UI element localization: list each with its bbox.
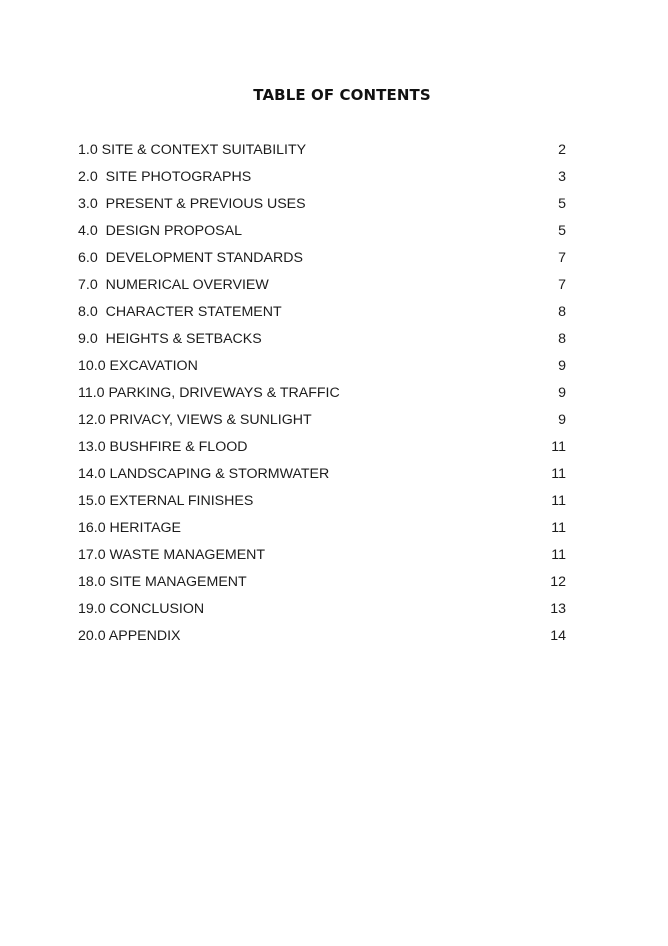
- toc-entry-label: 1.0 SITE & CONTEXT SUITABILITY: [78, 142, 307, 158]
- toc-entry: [78, 245, 566, 272]
- toc-entry-label: 10.0 EXCAVATION: [78, 358, 198, 374]
- toc-entry-page: 13: [550, 601, 566, 617]
- toc-title: TABLE OF CONTENTS: [253, 86, 431, 104]
- toc-entry-page: 11: [551, 493, 566, 509]
- toc-entry-label: 9.0 HEIGHTS & SETBACKS: [78, 331, 262, 347]
- toc-entry-label: 7.0 NUMERICAL OVERVIEW: [78, 277, 269, 293]
- toc-entry: [78, 164, 566, 191]
- toc-entry-page: 7: [558, 250, 566, 266]
- toc-entry: [78, 299, 566, 326]
- toc-entry-page: 12: [550, 574, 566, 590]
- toc-entry-page: 9: [558, 385, 566, 401]
- toc-entry: [78, 137, 566, 164]
- toc-entry: [78, 623, 566, 650]
- toc-entry-label: 3.0 PRESENT & PREVIOUS USES: [78, 196, 306, 212]
- toc-entry-label: 14.0 LANDSCAPING & STORMWATER: [78, 466, 330, 482]
- toc-entry-page: 8: [558, 304, 566, 320]
- toc-entry-page: 11: [551, 466, 566, 482]
- toc-entry-page: 2: [558, 142, 566, 158]
- toc-entry-page: 5: [558, 196, 566, 212]
- toc-entry-page: 11: [551, 520, 566, 536]
- toc-entry-page: 11: [551, 547, 566, 563]
- toc-entry-label: 20.0 APPENDIX: [78, 628, 181, 644]
- toc-entry-label: 6.0 DEVELOPMENT STANDARDS: [78, 250, 303, 266]
- toc-list: [78, 137, 566, 650]
- toc-entry-page: 9: [558, 412, 566, 428]
- toc-entry: [78, 272, 566, 299]
- toc-entry-page: 7: [558, 277, 566, 293]
- toc-entry-page: 3: [558, 169, 566, 185]
- toc-entry: [78, 461, 566, 488]
- toc-entry-page: 11: [551, 439, 566, 455]
- toc-entry: [78, 515, 566, 542]
- toc-entry-page: 14: [550, 628, 566, 644]
- toc-entry-label: 8.0 CHARACTER STATEMENT: [78, 304, 282, 320]
- toc-entry-label: 12.0 PRIVACY, VIEWS & SUNLIGHT: [78, 412, 312, 428]
- toc-entry-label: 13.0 BUSHFIRE & FLOOD: [78, 439, 248, 455]
- toc-entry: [78, 326, 566, 353]
- toc-entry-label: 16.0 HERITAGE: [78, 520, 182, 536]
- toc-entry: [78, 191, 566, 218]
- toc-entry-label: 19.0 CONCLUSION: [78, 601, 205, 617]
- toc-entry-label: 4.0 DESIGN PROPOSAL: [78, 223, 243, 239]
- toc-entry-label: 17.0 WASTE MANAGEMENT: [78, 547, 266, 563]
- toc-entry: [78, 434, 566, 461]
- toc-entry: [78, 569, 566, 596]
- toc-entry-page: 5: [558, 223, 566, 239]
- toc-entry-label: 15.0 EXTERNAL FINISHES: [78, 493, 254, 509]
- toc-entry: [78, 407, 566, 434]
- toc-entry-page: 8: [558, 331, 566, 347]
- toc-entry: [78, 542, 566, 569]
- toc-entry: [78, 596, 566, 623]
- toc-entry: [78, 353, 566, 380]
- toc-entry-label: 2.0 SITE PHOTOGRAPHS: [78, 169, 252, 185]
- toc-entry-page: 9: [558, 358, 566, 374]
- toc-entry-label: 11.0 PARKING, DRIVEWAYS & TRAFFIC: [78, 385, 340, 401]
- toc-entry: [78, 218, 566, 245]
- toc-entry: [78, 380, 566, 407]
- toc-entry: [78, 488, 566, 515]
- toc-entry-label: 18.0 SITE MANAGEMENT: [78, 574, 247, 590]
